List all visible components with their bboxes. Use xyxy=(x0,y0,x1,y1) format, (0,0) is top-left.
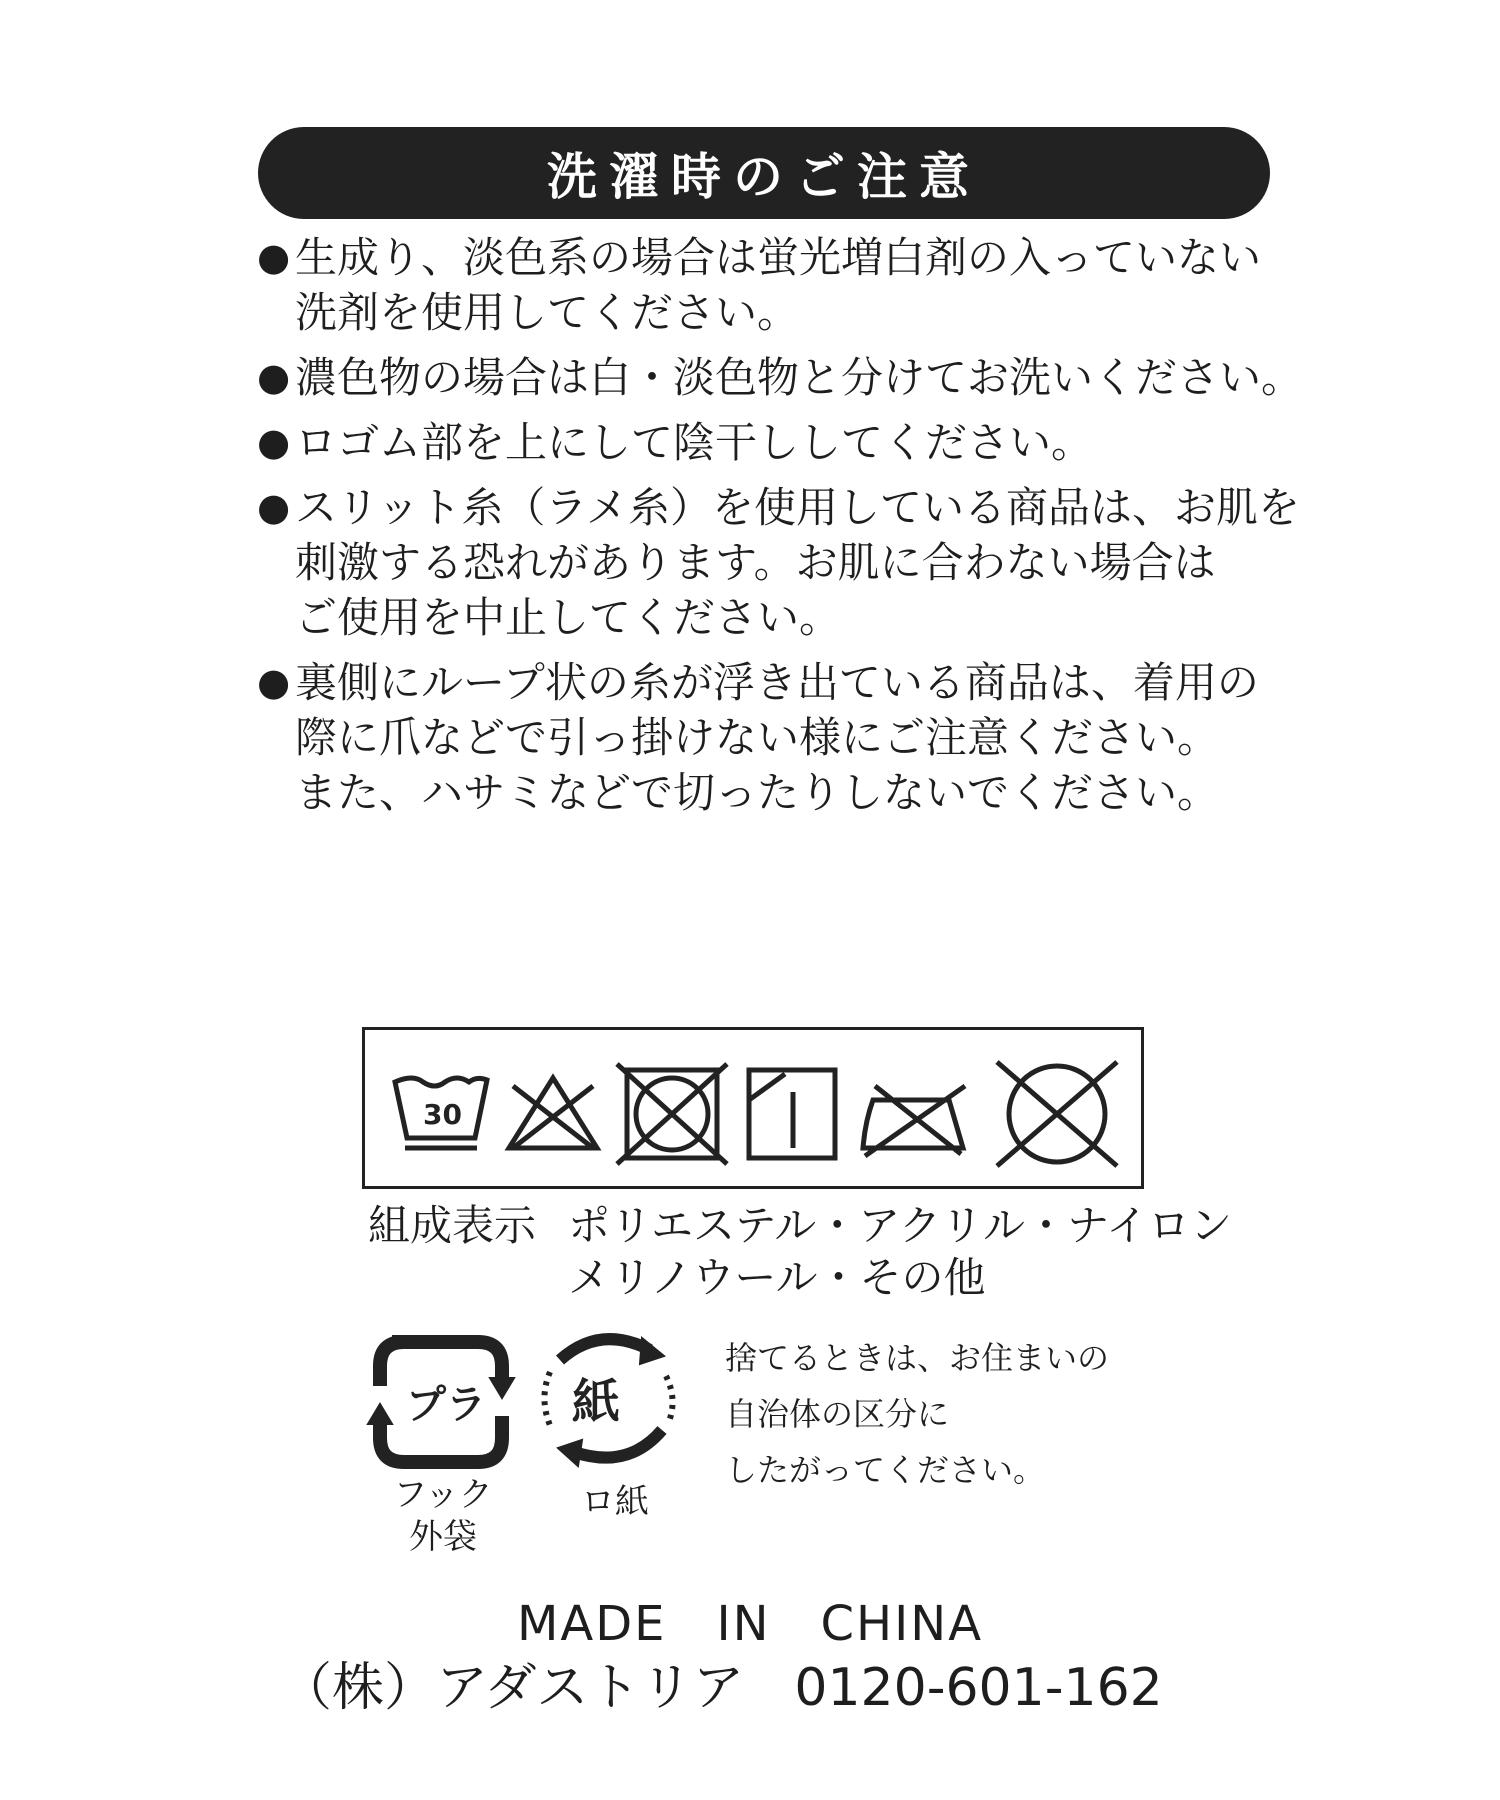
header-title: 洗濯時のご注意 xyxy=(547,148,981,206)
note-item xyxy=(255,480,1305,645)
wash-temp: 30 xyxy=(423,1098,462,1131)
paper-recycle-label: ロ紙 xyxy=(581,1482,649,1522)
composition-label: 組成表示 xyxy=(368,1201,537,1250)
pla-label-line: フック xyxy=(393,1475,493,1515)
composition-materials: ポリエステル・アクリル・ナイロン xyxy=(568,1201,1233,1250)
note-line: ご使用を中止してください。 xyxy=(295,593,842,642)
composition-materials: メリノウール・その他 xyxy=(568,1253,986,1302)
note-item xyxy=(255,415,1305,470)
country-of-origin: MADE IN CHINA xyxy=(516,1596,984,1652)
phone-number: 0120-601-162 xyxy=(794,1658,1163,1718)
note-line: ロゴム部を上にして陰干ししてください。 xyxy=(295,418,1094,467)
note-line: 際に爪などで引っ掛けない様にご注意ください。 xyxy=(295,713,1220,762)
paper-recycle-icon xyxy=(544,1338,672,1466)
pla-recycle-label xyxy=(388,1474,498,1558)
no-bleach-icon xyxy=(509,1078,597,1148)
disposal-instructions xyxy=(725,1330,1109,1498)
no-dry-clean-icon xyxy=(997,1062,1117,1166)
bullet: ● xyxy=(257,235,291,279)
header-banner xyxy=(258,127,1270,219)
note-line: 洗剤を使用してください。 xyxy=(295,288,800,337)
pla-mark: プラ xyxy=(406,1382,486,1428)
disposal-line: したがってください。 xyxy=(725,1451,1046,1489)
pla-label-line: 外袋 xyxy=(409,1517,477,1557)
note-line: 濃色物の場合は白・淡色物と分けてお洗いください。 xyxy=(295,353,1304,402)
drip-dry-icon xyxy=(749,1070,835,1158)
note-line: 刺激する恐れがあります。お肌に合わない場合は xyxy=(295,538,1216,587)
note-item xyxy=(255,230,1305,340)
note-item xyxy=(255,350,1305,405)
disposal-line: 捨てるときは、お住まいの xyxy=(725,1339,1110,1377)
company-info xyxy=(280,1645,1163,1720)
disposal-line: 自治体の区分に xyxy=(725,1395,950,1433)
bullet: ● xyxy=(257,660,291,704)
care-symbols-box xyxy=(362,1027,1144,1189)
note-line: スリット糸（ラメ糸）を使用している商品は、お肌を xyxy=(295,483,1301,532)
note-line: また、ハサミなどで切ったりしないでください。 xyxy=(295,768,1220,817)
bullet: ● xyxy=(257,420,291,464)
bullet: ● xyxy=(257,485,291,529)
note-line: 裏側にループ状の糸が浮き出ている商品は、着用の xyxy=(295,658,1259,707)
paper-mark: 紙 xyxy=(572,1374,621,1430)
no-iron-icon xyxy=(863,1086,965,1156)
care-notes xyxy=(255,230,1305,830)
company-name: （株）アダストリア xyxy=(280,1658,745,1718)
wash-30-icon xyxy=(395,1078,487,1148)
note-item xyxy=(255,655,1305,820)
bullet: ● xyxy=(257,355,291,399)
plastic-recycle-icon xyxy=(368,1342,514,1462)
note-line: 生成り、淡色系の場合は蛍光増白剤の入っていない xyxy=(295,233,1262,282)
no-tumble-dry-icon xyxy=(617,1064,727,1164)
